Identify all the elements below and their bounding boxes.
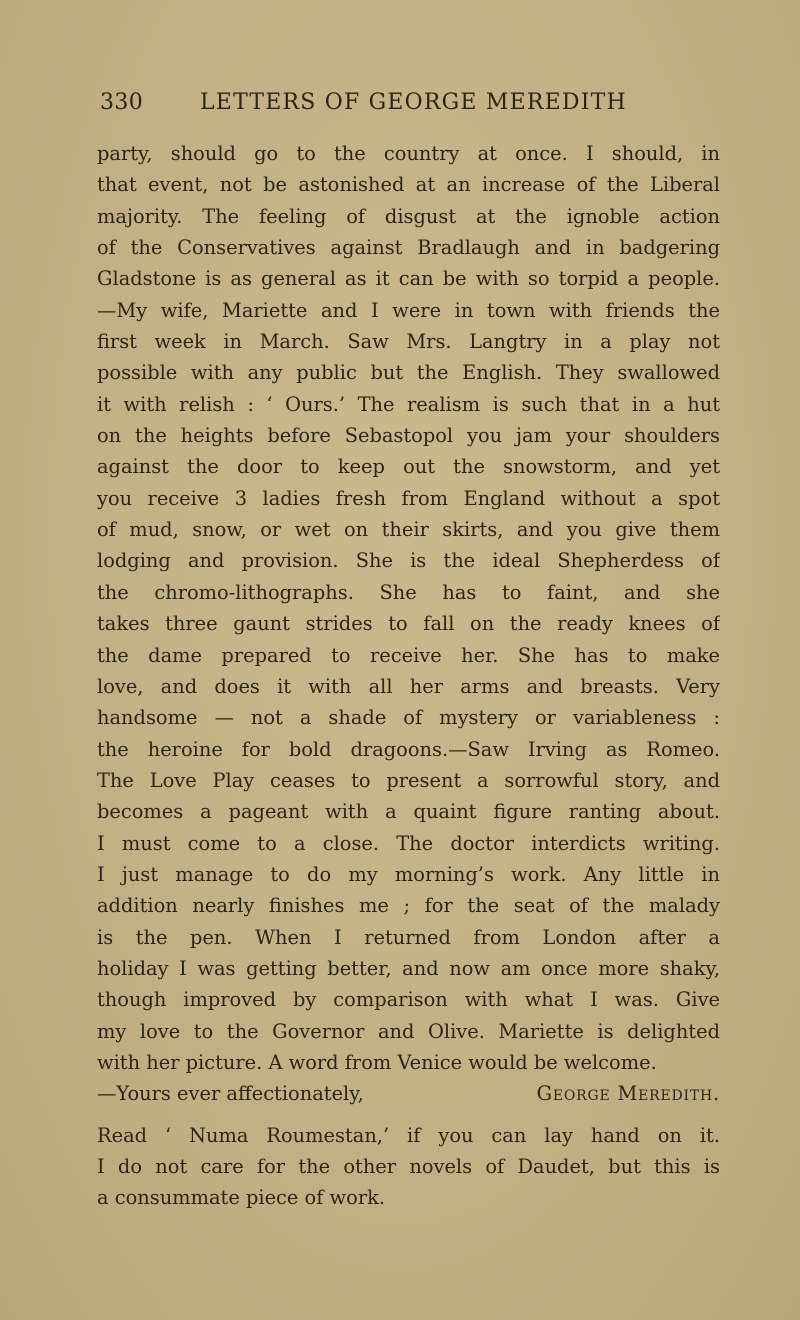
- paragraph-1-line: on the heights before Sebastopol you jam your shoulders: [97, 424, 720, 448]
- paragraph-1-line: becomes a pageant with a quaint figure ranting about.: [97, 800, 720, 824]
- paragraph-2-line: I do not care for the other novels of Daudet, but this is: [97, 1155, 720, 1178]
- paragraph-1-line: of mud, snow, or wet on their skirts, and you give them: [97, 518, 720, 542]
- paragraph-gap: [97, 1110, 720, 1120]
- paragraph-1-line: of the Conservatives against Bradlaugh and in badgering: [97, 236, 720, 260]
- paragraph-1-line: addition nearly finishes me ; for the seat of the malady: [97, 894, 720, 918]
- paragraph-1-line: handsome — not a shade of mystery or variableness :: [97, 706, 720, 730]
- page-header: [100, 90, 720, 124]
- paragraph-1-line: I must come to a close. The doctor interdicts writing.: [97, 831, 720, 855]
- paragraph-1-line: the dame prepared to receive her. She has to make: [97, 643, 720, 667]
- paragraph-1-line: party, should go to the country at once. I should, in: [97, 142, 720, 165]
- paragraph-1-line: the chromo-lithographs. She has to faint, and she: [97, 580, 720, 604]
- running-head: LETTERS OF GEORGE MEREDITH: [200, 90, 627, 115]
- paragraph-1-line: majority. The feeling of disgust at the ignoble action: [97, 204, 720, 228]
- paragraph-1-line: is the pen. When I returned from London after a: [97, 925, 720, 949]
- paragraph-1-line: possible with any public but the English. They swallowed: [97, 361, 720, 385]
- paragraph-1-line: love, and does it with all her arms and breasts. Very: [97, 674, 720, 698]
- paragraph-2-line: Read ‘ Numa Roumestan,’ if you can lay hand on it.: [97, 1123, 720, 1147]
- letter-signoff: [97, 1078, 720, 1109]
- letter-body: [97, 138, 720, 1214]
- paragraph-2: [97, 1120, 720, 1214]
- paragraph-1-line: —My wife, Mariette and I were in town with friends the: [97, 298, 720, 322]
- paragraph-1-line: first week in March. Saw Mrs. Langtry in a play not: [97, 330, 720, 354]
- paragraph-1-line: with her picture. A word from Venice would be welcome.: [97, 1050, 657, 1074]
- paragraph-1-line: holiday I was getting better, and now am once more shaky,: [97, 956, 720, 980]
- paragraph-1-line: Gladstone is as general as it can be with so torpid a people.: [97, 267, 720, 291]
- paragraph-1-line: takes three gaunt strides to fall on the ready knees of: [97, 612, 720, 636]
- paragraph-1-line: I just manage to do my morning’s work. Any little in: [97, 862, 720, 886]
- closing-line: —Yours ever affectionately,: [97, 1082, 364, 1106]
- paragraph-1-line: though improved by comparison with what I was. Give: [97, 988, 720, 1012]
- page-number: 330: [100, 90, 144, 115]
- paragraph-2-line: a consummate piece of work.: [97, 1186, 386, 1210]
- paragraph-1-line: that event, not be astonished at an increase of the Liberal: [97, 173, 720, 197]
- paragraph-1: [97, 138, 720, 1078]
- signature: George Meredith.: [536, 1082, 720, 1106]
- paragraph-1-line: it with relish : ‘ Ours.’ The realism is such that in a hut: [97, 392, 720, 416]
- paragraph-1-line: the heroine for bold dragoons.—Saw Irving as Romeo.: [97, 737, 720, 761]
- paragraph-1-line: The Love Play ceases to present a sorrowful story, and: [97, 768, 720, 792]
- paragraph-1-line: lodging and provision. She is the ideal Shepherdess of: [97, 549, 720, 573]
- paragraph-1-line: my love to the Governor and Olive. Mariette is delighted: [97, 1019, 720, 1043]
- paragraph-1-line: against the door to keep out the snowstorm, and yet: [97, 455, 720, 479]
- paragraph-1-line: you receive 3 ladies fresh from England without a spot: [97, 486, 720, 510]
